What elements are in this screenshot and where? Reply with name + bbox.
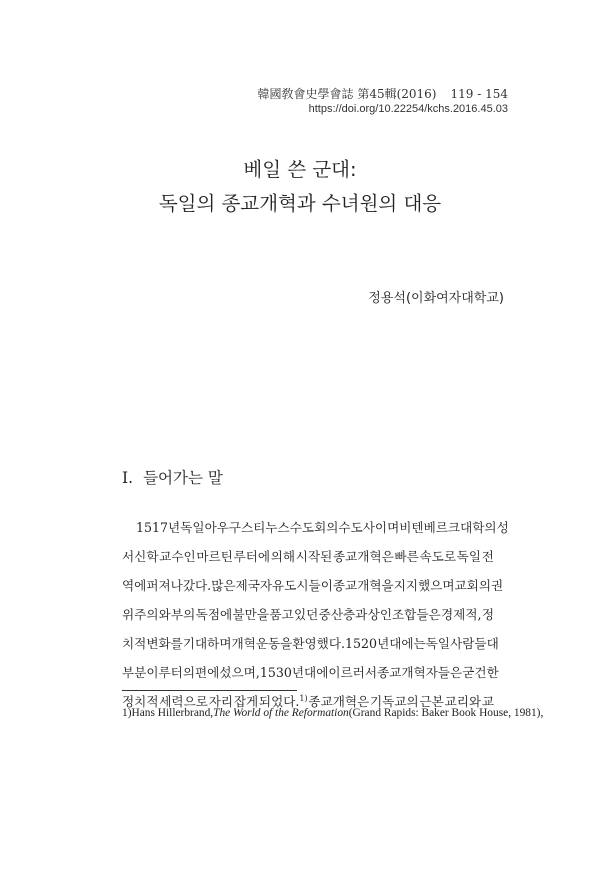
body-word: 성 (496, 520, 509, 535)
body-word: 루터에 (233, 549, 271, 564)
journal-header (258, 86, 509, 116)
footnote (122, 707, 544, 719)
body-line (122, 658, 499, 687)
body-word: 자리 (208, 694, 234, 709)
body-word: 수도사이며 (338, 520, 400, 535)
body-word-text: 되었다. (258, 694, 300, 709)
body-word: 중산층과 (318, 607, 368, 622)
body-word: 부의 (171, 607, 196, 622)
body-word: 전 (481, 549, 494, 564)
body-word: 품고 (269, 607, 294, 622)
body-word: 있던 (294, 607, 319, 622)
body-line (122, 629, 499, 658)
body-word: 변화를 (146, 636, 183, 651)
body-word: 독일 (456, 549, 482, 564)
body-word: 정치적 (122, 694, 159, 709)
body-word: 아우구스티누스 (204, 520, 290, 535)
body-word: 대 (486, 636, 499, 651)
footnote-author: Hans Hillerbrand, (131, 707, 214, 719)
body-line (122, 513, 509, 542)
body-word: 1530년대에 (259, 665, 329, 680)
section-heading (122, 466, 223, 488)
title-line-1: 베일 쓴 군대: (243, 158, 357, 181)
body-word: 부분이 (122, 665, 159, 680)
body-word: 속도로 (419, 549, 457, 564)
body-paragraph (122, 513, 509, 716)
body-word: 환영했다. (292, 636, 346, 651)
body-word: 근본 (419, 694, 444, 709)
body-word: 기독교의 (370, 694, 419, 709)
footnote-divider (122, 690, 297, 691)
body-word: 교수인 (159, 549, 196, 564)
body-word: 퍼져나갔다. (146, 578, 212, 593)
journal-name: 韓國敎會史學會誌 第45輯(2016) (257, 87, 437, 101)
body-word: 교 (481, 694, 494, 709)
body-word: 교리와 (444, 694, 482, 709)
body-word: 독일 (425, 636, 451, 651)
body-word: 섰으며, (219, 665, 260, 680)
body-word: 대학의 (460, 520, 497, 535)
footnote-number: 1) (122, 707, 132, 719)
body-word: 굳건한 (462, 665, 499, 680)
section-number: I. (122, 469, 134, 487)
body-word: 교회의 (454, 578, 492, 593)
body-word: 개혁운동을 (231, 636, 293, 651)
body-word: 지지했으며 (393, 578, 455, 593)
body-word: 종교개혁은 (308, 694, 370, 709)
body-word: 치적 (122, 636, 147, 651)
body-word: 정 (481, 607, 494, 622)
body-word: 종교개혁을 (332, 578, 394, 593)
article-title (60, 153, 540, 221)
body-word: 독점에 (195, 607, 233, 622)
doi-link[interactable]: https://doi.org/10.22254/kchs.2016.45.03 (308, 103, 508, 115)
body-line (122, 542, 494, 571)
body-word: 루터의 (158, 665, 195, 680)
body-word: 많은 (211, 578, 236, 593)
body-word: 빠른 (394, 549, 419, 564)
body-word: 위주의와 (122, 607, 171, 622)
title-line-2: 독일의 종교개혁과 수녀원의 대응 (158, 192, 442, 215)
body-word: 상인조합들은 (367, 607, 441, 622)
body-word: 독일 (180, 520, 205, 535)
body-word: 권 (491, 578, 504, 593)
body-word: 1517년 (136, 520, 181, 535)
body-line (122, 571, 504, 600)
section-title: 들어가는 말 (143, 469, 223, 487)
body-word: 경제적, (441, 607, 482, 622)
body-word: 종교개혁자들은 (377, 665, 463, 680)
body-word: 역에 (122, 578, 147, 593)
author-affiliation: 정용석(이화여자대학교) (368, 291, 504, 306)
body-line (122, 600, 494, 629)
footnote-book-title: The World of the Reformation (213, 707, 349, 719)
body-word: 서신학 (122, 549, 159, 564)
footnote-reference[interactable]: 1) (299, 693, 308, 703)
body-word: 시작된 (295, 549, 333, 564)
body-word: 이르러서 (328, 665, 378, 680)
body-word: 수도회의 (289, 520, 339, 535)
footnote-publication: (Grand Rapids: Baker Book House, 1981), (348, 707, 544, 719)
body-word: 세력으로 (159, 694, 208, 709)
body-word: 제국자유도시들이 (235, 578, 333, 593)
journal-citation (258, 86, 509, 102)
body-word: 종교개혁은 (332, 549, 394, 564)
body-word: 잡게 (233, 694, 259, 709)
body-word: 의해 (270, 549, 296, 564)
body-word: 편에 (195, 665, 220, 680)
body-word: 1520년대에는 (345, 636, 426, 651)
body-word: 비텐베르크 (399, 520, 461, 535)
page-range: 119 - 154 (450, 87, 508, 101)
body-word: 사람들 (450, 636, 487, 651)
body-word: 기대하며 (182, 636, 232, 651)
body-word: 마르틴 (196, 549, 233, 564)
body-word: 불만을 (232, 607, 269, 622)
